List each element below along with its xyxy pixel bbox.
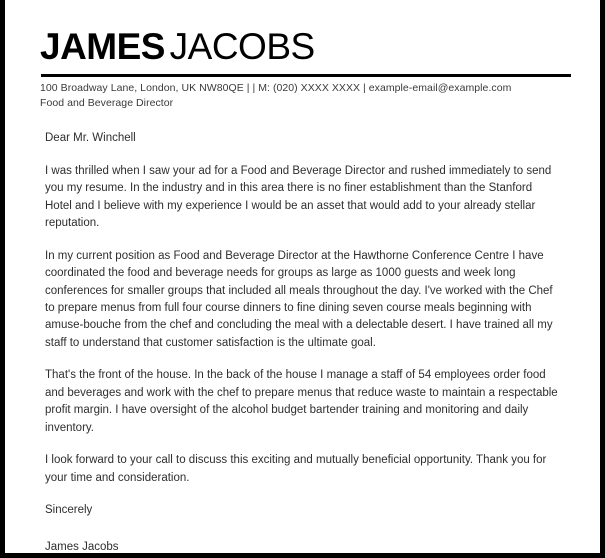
closing-salutation: Sincerely — [45, 504, 93, 517]
last-name: JACOBS — [169, 26, 315, 67]
body-paragraph-3: That's the front of the house. In the back of the house I manage a staff of 54 employees order food and beverages and work with the chef to prepare menus that reduce waste to maintain a respectable profit margin. I have oversight of the alcohol budget bartender training and monitoring and daily inventory. — [45, 369, 558, 434]
first-name: JAMES — [40, 26, 165, 67]
letter-body — [40, 130, 561, 556]
job-title: Food and Beverage Director — [40, 97, 174, 110]
signature-name: James Jacobs — [45, 541, 119, 554]
contact-info: 100 Broadway Lane, London, UK NW80QE | | M: (020) XXXX XXXX | example-email@example.com — [40, 82, 512, 94]
header-divider — [41, 74, 571, 77]
letter-content — [5, 0, 600, 557]
body-paragraph-2: In my current position as Food and Beverage Director at the Hawthorne Conference Centre I have coordinated the food and beverage needs for groups as large as 1000 guests and week long conferences for smaller groups that included all meals throughout the day. I've worked with the Chef to prepare menus from full four course dinners to fine dining seven course meals beginning with amuse-bouche from the chef and concluding the meal with a delectable desert. I have trained all my staff to understand that customer satisfaction is the ultimate goal. — [45, 249, 553, 349]
body-paragraph-4: I look forward to your call to discuss this exciting and mutually beneficial opportunity. Thank you for your time and consideration. — [45, 454, 547, 484]
page-title — [40, 28, 562, 65]
body-paragraph-1: I was thrilled when I saw your ad for a Food and Beverage Director and rushed immediately to send you my resume. In the industry and in this area there is no finer establishment than the Stanford Hotel and I believe with my experience I would be an asset that would add to your already stellar reputation. — [45, 164, 552, 230]
salutation: Dear Mr. Winchell — [45, 132, 136, 145]
